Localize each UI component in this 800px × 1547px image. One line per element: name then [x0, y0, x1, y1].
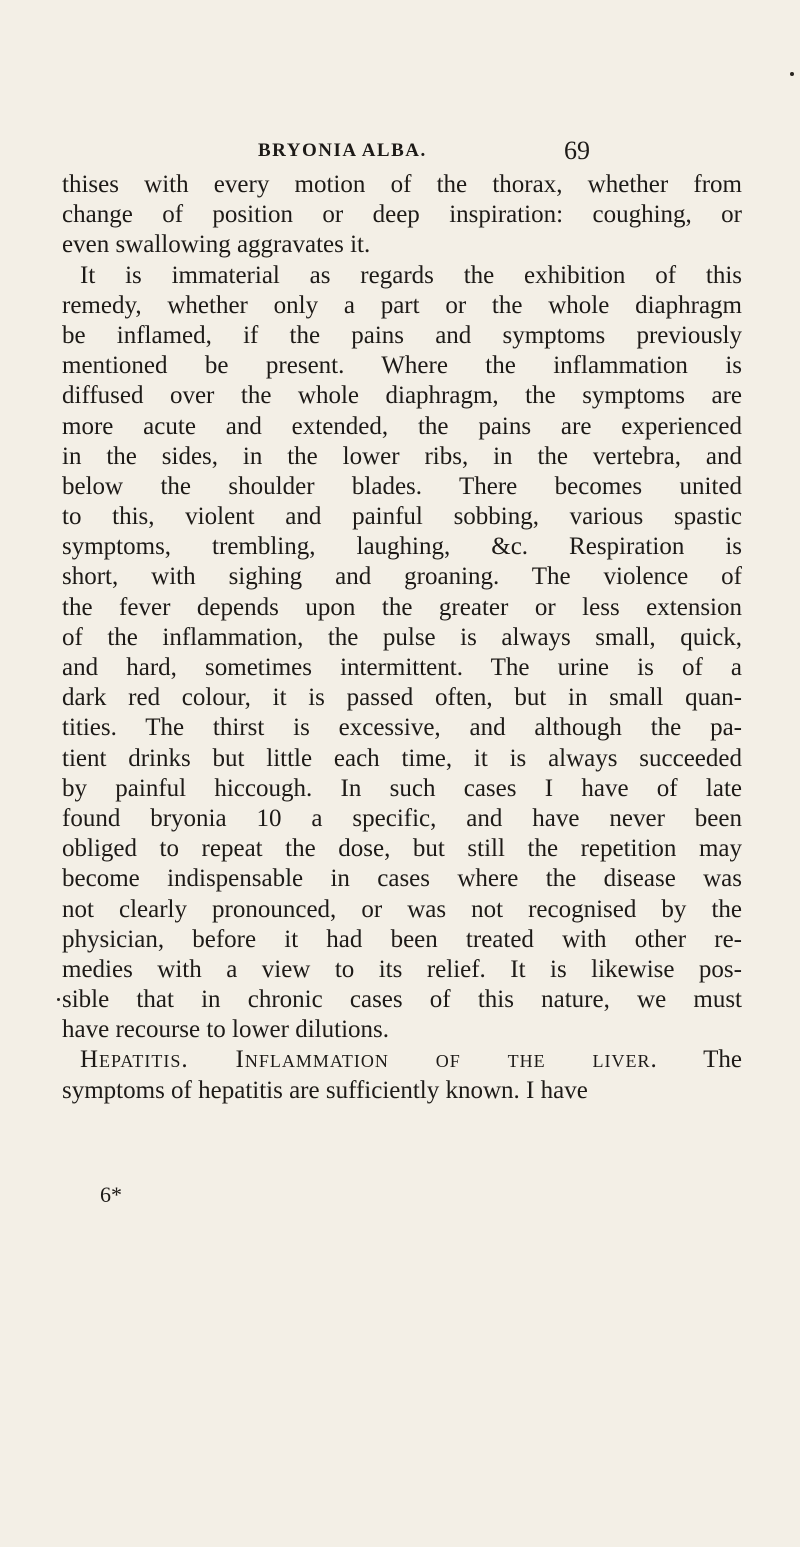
text-line: mentioned be present. Where the inflammation is	[62, 352, 742, 380]
text-line: medies with a view to its relief. It is likewise pos-	[62, 955, 742, 983]
text-line: below the shoulder blades. There becomes united	[62, 472, 742, 500]
text-line: in the sides, in the lower ribs, in the vertebra, and	[62, 442, 742, 470]
heading-line-continuation: The	[657, 1046, 742, 1074]
text-line: symptoms of hepatitis are sufficiently known. I have	[62, 1076, 588, 1104]
text-line: to this, violent and painful sobbing, various spastic	[62, 503, 742, 531]
text-line: diffused over the whole diaphragm, the symptoms are	[62, 382, 742, 410]
text-line: by painful hiccough. In such cases I have of late	[62, 774, 742, 802]
page-header	[200, 136, 590, 170]
text-line: become indispensable in cases where the disease was	[62, 865, 742, 893]
section-heading-hepatitis: Hepatitis. Inflammation of the liver.	[80, 1046, 658, 1074]
running-title: BRYONIA ALBA.	[258, 140, 427, 161]
page-speck	[57, 998, 60, 1001]
signature-mark: 6*	[100, 1182, 122, 1207]
page-speck	[790, 72, 794, 76]
text-line: and hard, sometimes intermittent. The urine is of a	[62, 654, 742, 681]
text-line: found bryonia 10 a specific, and have never been	[62, 804, 742, 832]
section-heading-line	[62, 1045, 742, 1075]
text-line: have recourse to lower dilutions.	[62, 1016, 389, 1044]
text-line: sible that in chronic cases of this nature, we must	[62, 986, 742, 1014]
text-line: dark red colour, it is passed often, but in small quan-	[62, 684, 742, 712]
page-number: 69	[564, 136, 590, 165]
text-line: of the inflammation, the pulse is always small, quick,	[62, 623, 742, 651]
text-line: remedy, whether only a part or the whole diaphragm	[62, 291, 742, 319]
text-line: short, with sighing and groaning. The violence of	[62, 563, 742, 591]
text-line: the fever depends upon the greater or less extension	[62, 593, 742, 621]
text-line: be inflamed, if the pains and symptoms previously	[62, 321, 742, 349]
body-text	[62, 170, 742, 1106]
text-line: even swallowing aggravates it.	[62, 231, 371, 259]
text-line: obliged to repeat the dose, but still the repetition may	[62, 835, 742, 863]
text-line: symptoms, trembling, laughing, &c. Respiration is	[62, 533, 742, 561]
text-line: physician, before it had been treated with other re-	[62, 925, 742, 953]
text-line: tities. The thirst is excessive, and although the pa-	[62, 714, 742, 742]
text-line: tient drinks but little each time, it is always succeeded	[62, 744, 742, 772]
text-line: more acute and extended, the pains are experienced	[62, 412, 742, 440]
text-line: not clearly pronounced, or was not recognised by the	[62, 895, 742, 923]
text-line: thises with every motion of the thorax, whether from	[62, 171, 742, 198]
paragraph-start-line: It is immaterial as regards the exhibition of this	[80, 261, 742, 289]
text-line: change of position or deep inspiration: coughing, or	[62, 201, 742, 229]
